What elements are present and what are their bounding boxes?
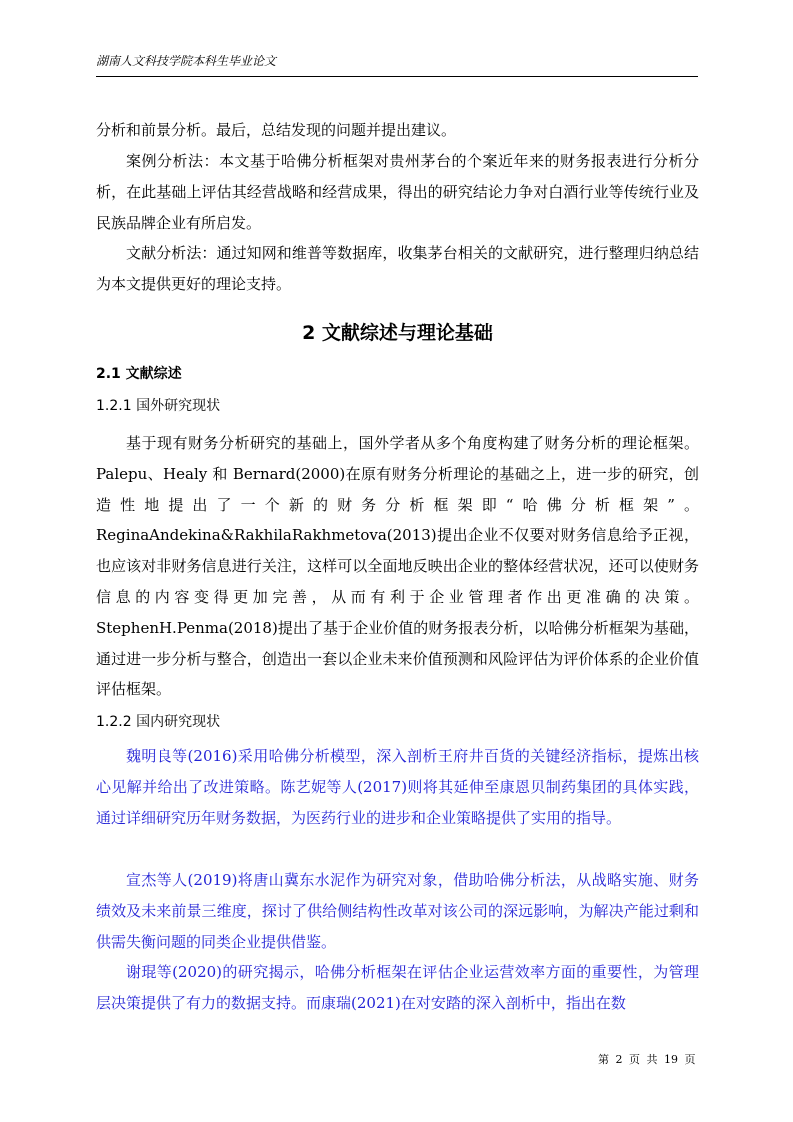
- domestic-research-paragraph-1: 魏明良等(2016)采用哈佛分析模型，深入剖析王府井百货的关键经济指标，提炼出核心见解并给出了改进策略。陈艺妮等人(2017)则将其延伸至康恩贝制药集团的具体实践，通过详细研究历年财务数据，为医药行业的进步和企业策略提供了实用的指导。: [96, 747, 699, 827]
- page-number: 第 2 页 共 19 页: [598, 1053, 696, 1066]
- chapter-title: 2 文献综述与理论基础: [302, 322, 493, 344]
- literature-analysis-paragraph: 文献分析法：通过知网和维普等数据库，收集茅台相关的文献研究，进行整理归纳总结为本文提供更好的理论支持。: [96, 244, 699, 293]
- case-analysis-paragraph: 案例分析法：本文基于哈佛分析框架对贵州茅台的个案近年来的财务报表进行分析分析，在此基础上评估其经营战略和经营成果，得出的研究结论力争对白酒行业等传统行业及民族品牌企业有所启发。: [96, 152, 699, 232]
- section-heading-2-1: 2.1 文献综述: [96, 366, 182, 382]
- domestic-research-paragraph-2: 宣杰等人(2019)将唐山冀东水泥作为研究对象，借助哈佛分析法，从战略实施、财务绩效及未来前景三维度，探讨了供给侧结构性改革对该公司的深远影响，为解决产能过剩和供需失衡问题的同类企业提供借鉴。: [96, 871, 699, 951]
- domestic-research-paragraph-3: 谢琨等(2020)的研究揭示，哈佛分析框架在评估企业运营效率方面的重要性，为管理层决策提供了有力的数据支持。而康瑞(2021)在对安踏的深入剖析中，指出在数: [96, 963, 699, 1012]
- header-title: 湖南人文科技学院本科生毕业论文: [96, 54, 277, 68]
- page-header: [96, 54, 698, 77]
- subsection-heading-foreign: 1.2.1 国外研究现状: [96, 398, 221, 414]
- foreign-research-paragraph: 基于现有财务分析研究的基础上，国外学者从多个角度构建了财务分析的理论框架。Palepu、Healy 和 Bernard(2000)在原有财务分析理论的基础之上，进一步的研究，创造性地提出了一个新的财务分析框架即“哈佛分析框架”。ReginaAndekina&RakhilaRakhmetova(2013)提出企业不仅要对财务信息给予正视，也应该对非财务信息进行关注，这样可以全面地反映出企业的整体经营状况，还可以使财务信息的内容变得更加完善，从而有利于企业管理者作出更准确的决策。StephenH.Penma(2018)提出了基于企业价值的财务报表分析，以哈佛分析框架为基础，通过进一步分析与整合，创造出一套以企业未来价值预测和风险评估为评价体系的企业价值评估框架。: [96, 434, 699, 699]
- intro-paragraph-continued: 分析和前景分析。最后，总结发现的问题并提出建议。: [96, 121, 457, 139]
- subsection-heading-domestic: 1.2.2 国内研究现状: [96, 714, 221, 730]
